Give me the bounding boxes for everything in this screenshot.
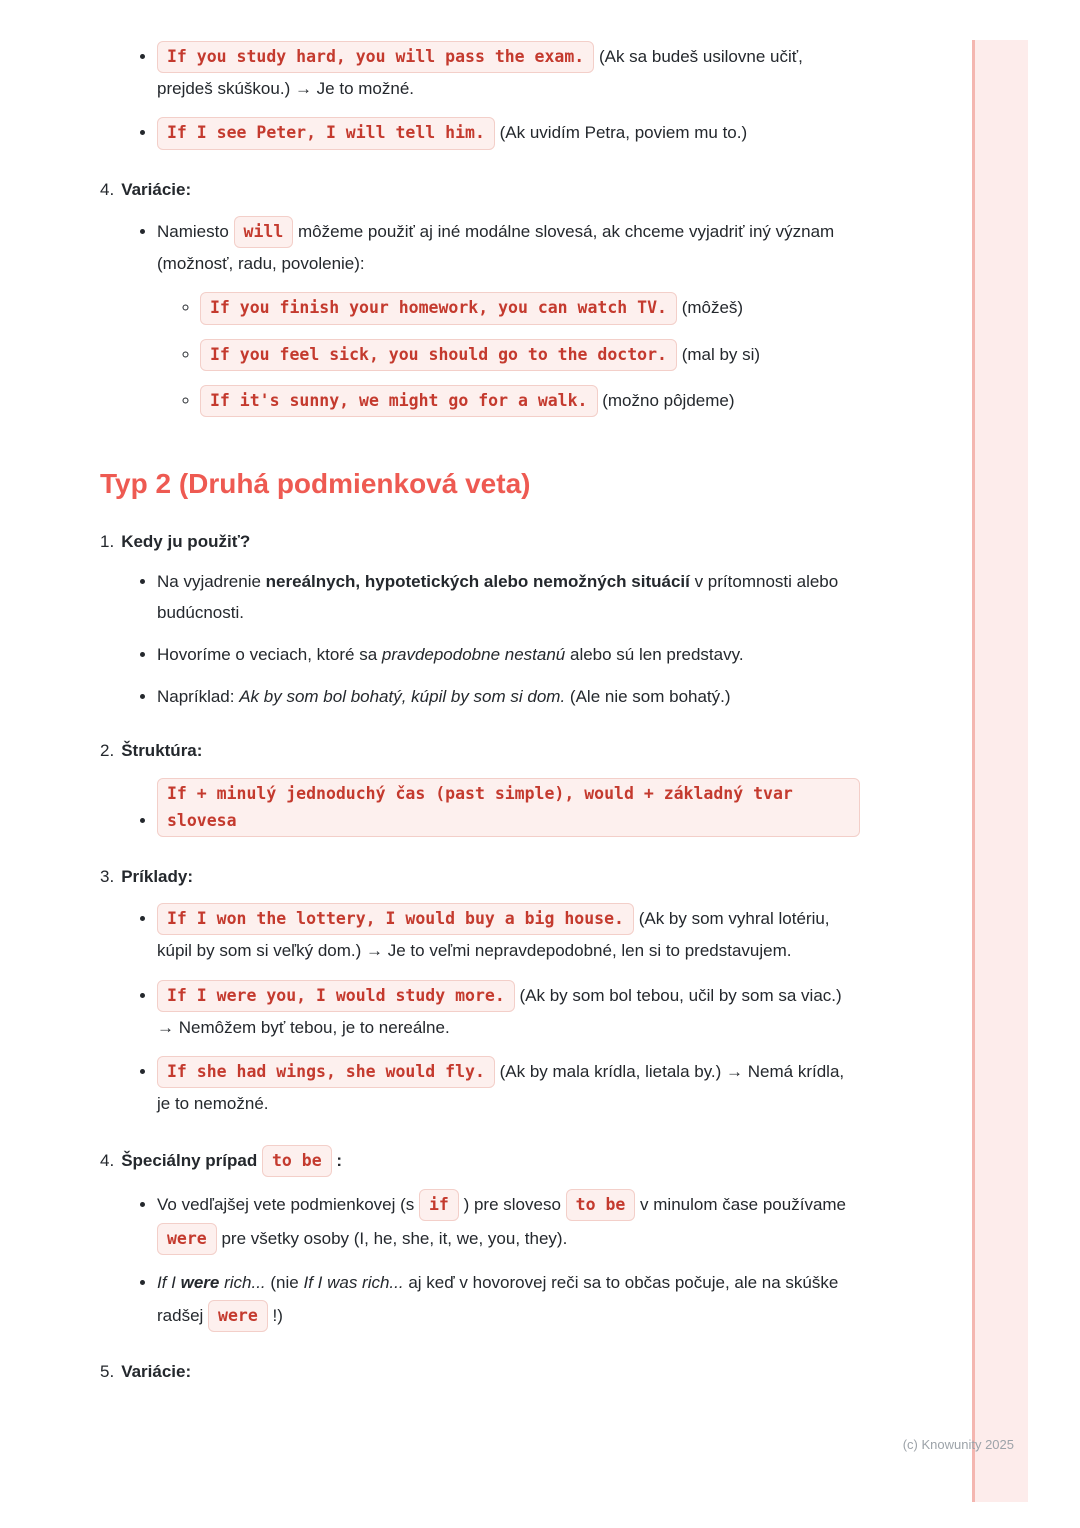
text-segment: Namiesto [157,221,234,241]
numbered-item-title [121,1151,342,1170]
numbered-item-marker: 2. [100,741,115,761]
text-segment: alebo sú len predstavy. [565,644,744,664]
code-chip: If you study hard, you will pass the exam. [157,41,594,73]
text-segment: (Ak by mala krídla, lietala by.) → Nemá krídla, je to nemožné. [157,1062,845,1114]
numbered-item-marker: 4. [100,1150,115,1170]
list-item [157,640,860,670]
numbered-item [100,862,860,892]
numbered-item [100,1357,860,1387]
text-segment: Hovoríme o veciach, ktoré sa [157,644,382,664]
text-segment: v prítomnosti alebo budúcnosti. [157,572,839,622]
list-item [157,979,860,1043]
bullet-list [136,902,860,1119]
text-segment: Ak by som bol bohatý, kúpil by som si dom. [239,687,566,707]
bullet-list [136,1188,860,1333]
list-item [157,682,860,712]
code-chip: will [234,216,294,248]
text-segment: (Ak by som vyhral lotériu, kúpil by som si veľký dom.) → Je to veľmi nepravdepodobné, len si to predstavujem. [157,909,830,961]
numbered-item [100,175,860,205]
text-segment: ) pre sloveso [458,1194,566,1214]
bullet-list [136,567,860,712]
text-segment: (Ak uvidím Petra, poviem mu to.) [494,123,748,143]
numbered-item [100,1144,860,1178]
list-item [157,116,860,150]
text-segment: Variácie: [121,179,192,199]
text-segment: (mal by si) [676,344,761,364]
text-segment: rich... [219,1273,266,1293]
text-segment: pre všetky osoby (I, he, she, it, we, you, they). [216,1229,568,1249]
sub-bullet-list [169,291,860,418]
numbered-item-title [121,741,202,760]
text-segment: pravdepodobne nestanú [381,644,566,664]
text-segment: (môžeš) [676,298,744,318]
numbered-item [100,527,860,557]
text-segment: v minulom čase používame [635,1194,847,1214]
list-item [157,1055,860,1119]
list-item [200,338,860,372]
list-item [157,215,860,418]
numbered-item-marker: 5. [100,1361,115,1381]
code-chip: to be [262,1145,332,1177]
text-segment: Štruktúra: [121,741,203,761]
text-segment: If I was rich... [303,1273,404,1293]
section-heading: Typ 2 (Druhá podmienková veta) [100,468,531,500]
numbered-item-marker: 4. [100,179,115,199]
text-segment: (Ak by som bol tebou, učil by som sa viac.) → Nemôžem byť tebou, je to nereálne. [157,985,842,1037]
code-chip: If she had wings, she would fly. [157,1056,495,1088]
code-chip: If you feel sick, you should go to the doctor. [200,339,677,371]
text-segment: (nie [265,1273,304,1293]
text-segment: Vo vedľajšej vete podmienkovej (s [157,1194,419,1214]
numbered-item-title [121,867,193,886]
code-chip: If it's sunny, we might go for a walk. [200,385,598,417]
code-chip: if [419,1189,459,1221]
text-segment: nereálnych, hypotetických alebo nemožných situácií [265,572,690,592]
list-item [157,902,860,966]
list-item [200,384,860,418]
code-chip: If I see Peter, I will tell him. [157,117,495,149]
numbered-item-title [121,180,191,199]
code-chip: were [208,1300,268,1332]
numbered-item [100,736,860,766]
text-segment: (možno pôjdeme) [597,390,735,410]
text-segment: Variácie: [121,1361,192,1381]
code-chip: If + minulý jednoduchý čas (past simple), would + základný tvar slovesa [157,778,860,837]
code-chip: If I won the lottery, I would buy a big house. [157,903,634,935]
text-segment: aj keď v hovorovej reči sa to občas počuje, ale na skúške radšej [157,1273,839,1325]
text-segment: were [180,1273,220,1293]
text-segment: môžeme použiť aj iné modálne slovesá, ak chceme vyjadriť iný význam (možnosť, radu, povolenie): [157,221,835,274]
list-item [157,567,860,628]
copyright-footer: (c) Knowunity 2025 [902,1437,1014,1452]
list-item [157,777,860,838]
list-item [157,1268,860,1332]
code-chip: If I were you, I would study more. [157,980,515,1012]
text-segment: (Ak sa budeš usilovne učiť, prejdeš skúškou.) → Je to možné. [157,47,803,99]
code-chip: to be [566,1189,636,1221]
numbered-item-title [121,532,250,551]
text-segment: Špeciálny prípad [121,1150,262,1170]
code-chip: were [157,1223,217,1255]
text-segment: Napríklad: [157,687,240,707]
list-item [157,40,860,104]
text-segment: Kedy ju použiť? [121,532,251,552]
text-segment: Na vyjadrenie [157,572,266,592]
text-segment: Príklady: [121,867,193,886]
list-item [200,291,860,325]
numbered-item-marker: 3. [100,867,115,886]
numbered-item-title [121,1362,191,1381]
bullet-list [136,777,860,838]
numbered-item-marker: 1. [100,532,115,552]
bullet-list [136,40,860,151]
bullet-list [136,215,860,418]
list-item [157,1188,860,1256]
text-segment: : [331,1150,343,1170]
text-segment: If I [157,1273,181,1293]
code-chip: If you finish your homework, you can watch TV. [200,292,677,324]
text-segment: !) [267,1305,283,1325]
text-segment: (Ale nie som bohatý.) [565,687,731,707]
